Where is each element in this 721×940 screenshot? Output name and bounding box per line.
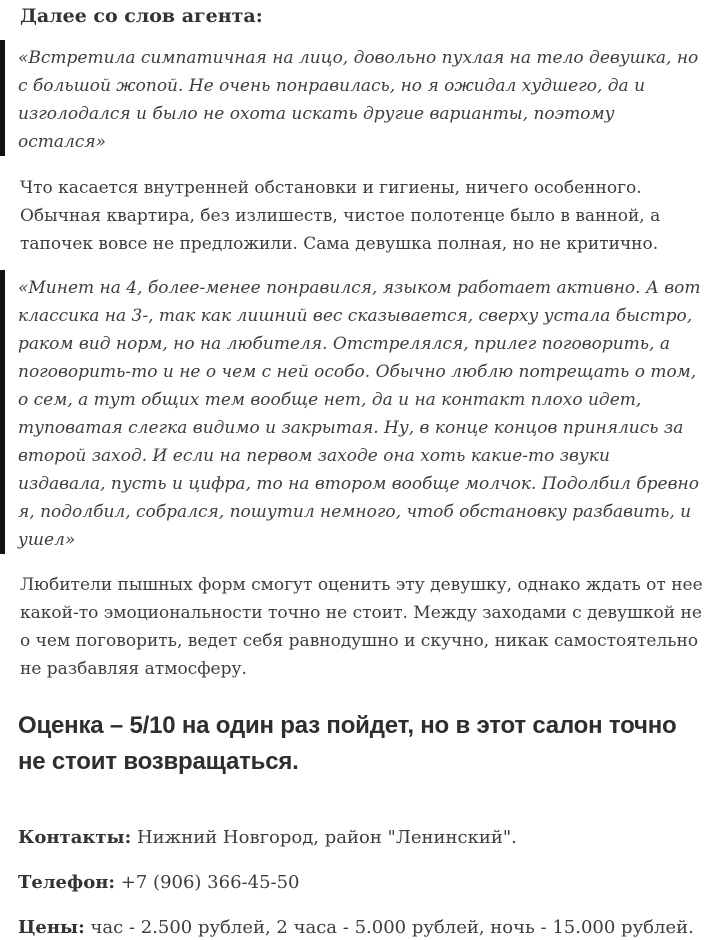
contacts-line xyxy=(18,826,703,850)
contacts-label: Контакты: xyxy=(18,827,132,848)
prices-label: Цены: xyxy=(18,917,85,938)
agent-intro-heading: Далее со слов агента: xyxy=(20,5,263,27)
prices-line xyxy=(18,916,703,940)
paragraph-interior-hygiene: Что касается внутренней обстановки и гигиены, ничего особенного. Обычная квартира, без излишеств, чистое полотенце было в ванной, а тапочек вовсе не предложили. Сама девушка полная, но не критично. xyxy=(20,178,661,254)
paragraph-summary: Любители пышных форм смогут оценить эту девушку, однако ждать от нее какой-то эмоциональности точно не стоит. Между заходами с девушкой не о чем поговорить, ведет себя равнодушно и скучно, никак самостоятельно не разбавляя атмосферу. xyxy=(20,575,703,679)
agent-quote-1 xyxy=(0,40,713,156)
agent-quote-2-text: «Минет на 4, более-менее понравился, языком работает активно. А вот классика на 3-, так как лишний вес сказывается, сверху устала быстро, раком вид норм, но на любителя. Отстрелялся, прилег поговорить, а поговорить-то и не о чем с ней особо. Обычно люблю потрещать о том, о сем, а тут общих тем вообще нет, да и на контакт плохо идет, туповатая слегка видимо и закрытая. Ну, в конце концов принялись за второй заход. И если на первом заходе она хоть какие-то звуки издавала, пусть и цифра, то на втором вообще молчок. Подолбил бревно я, подолбил, собрался, пошутил немного, чтоб обстановку разбавить, и ушел» xyxy=(18,278,701,550)
phone-label: Телефон: xyxy=(18,872,116,893)
phone-value: +7 (906) 366-45-50 xyxy=(120,872,300,893)
phone-line xyxy=(18,871,703,895)
agent-quote-2 xyxy=(0,270,713,554)
contact-block xyxy=(0,826,721,940)
verdict-heading: Оценка – 5/10 на один раз пойдет, но в этот салон точно не стоит возвращаться. xyxy=(18,712,677,775)
contacts-value: Нижний Новгород, район "Ленинский". xyxy=(136,827,517,848)
prices-value: час - 2.500 рублей, 2 часа - 5.000 рублей, ночь - 15.000 рублей. xyxy=(90,917,694,938)
agent-quote-1-text: «Встретила симпатичная на лицо, довольно пухлая на тело девушка, но с большой жопой. Не очень понравилась, но я ожидал худшего, да и изголодался и было не охота искать другие варианты, поэтому остался» xyxy=(18,48,699,152)
